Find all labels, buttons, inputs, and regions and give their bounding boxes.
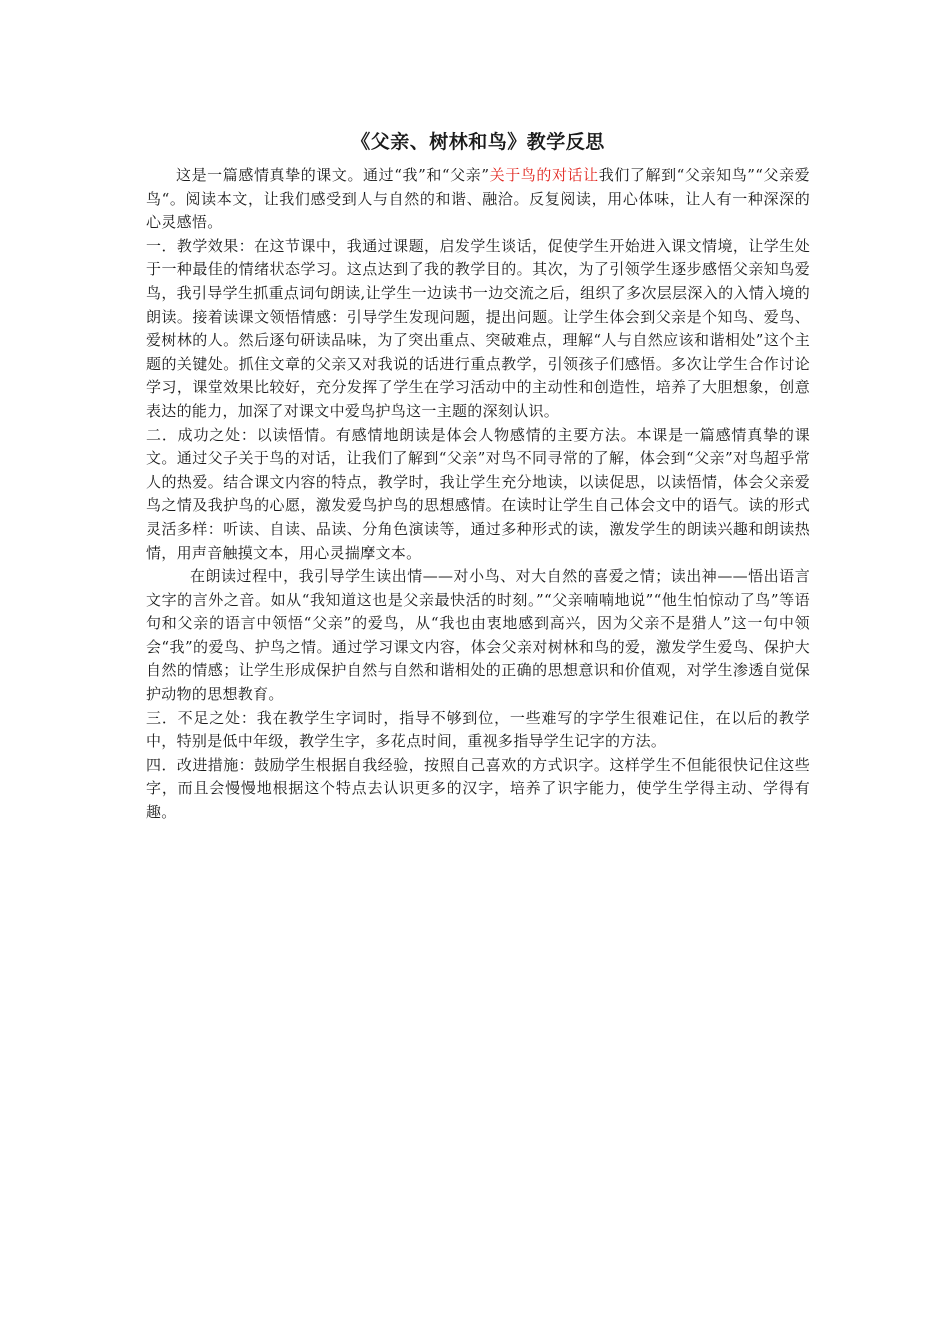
intro-text-before: 这是一篇感情真挚的课文。通过“我”和“父亲” [176, 166, 490, 184]
section-3-shortcomings: 三．不足之处：我在教学生字词时，指导不够到位，一些难写的字学生很难记住，在以后的教学中，特别是低中年级，教学生字，多花点时间，重视多指导学生记字的方法。 [146, 708, 810, 751]
section-2-continued: 在朗读过程中，我引导学生读出情——对小鸟、对大自然的喜爱之情；读出神——悟出语言文字的言外之音。如从“我知道这也是父亲最快活的时刻。”“父亲喃喃地说”“他生怕惊动了鸟”等语句和父亲的语言中领悟“父亲”的爱鸟，从“我也由衷地感到高兴，因为父亲不是猎人”这一句中领会“我”的爱鸟、护鸟之情。通过学习课文内容，体会父亲对树林和鸟的爱，激发学生爱鸟、保护大自然的情感；让学生形成保护自然与自然和谐相处的正确的思想意识和价值观，对学生渗透自觉保护动物的思想教育。 [146, 567, 810, 704]
intro-highlight-text: 关于鸟的对话让 [489, 166, 599, 184]
section-1-teaching-effect: 一．教学效果：在这节课中，我通过课题，启发学生谈话，促使学生开始进入课文情境，让学生处于一种最佳的情绪状态学习。这点达到了我的教学目的。其次，为了引领学生逐步感悟父亲知鸟爱鸟，我引导学生抓重点词句朗读,让学生一边读书一边交流之后，组织了多次层层深入的入情入境的朗读。接着读课文领悟情感：引导学生发现问题，提出问题。让学生体会到父亲是个知鸟、爱鸟、爱树林的人。然后逐句研读品味，为了突出重点、突破难点，理解“人与自然应该和谐相处”这个主题的关键处。抓住文章的父亲又对我说的话进行重点教学，引领孩子们感悟。多次让学生合作讨论学习，课堂效果比较好，充分发挥了学生在学习活动中的主动性和创造性，培养了大胆想象，创意表达的能力，加深了对课文中爱鸟护鸟这一主题的深刻认识。 [146, 236, 810, 420]
intro-paragraph [146, 164, 810, 235]
section-2-success: 二．成功之处：以读悟情。有感情地朗读是体会人物感情的主要方法。本课是一篇感情真挚的课文。通过父子关于鸟的对话，让我们了解到“父亲”对鸟不同寻常的了解，体会到“父亲”对鸟超乎常人的热爱。结合课文内容的特点，教学时，我让学生充分地读，以读促思，以读悟情，体会父亲爱鸟之情及我护鸟的心愿，激发爱鸟护鸟的思想感情。在读时让学生自己体会文中的语气。读的形式灵活多样：听读、自读、品读、分角色演读等，通过多种形式的读，激发学生的朗读兴趣和朗读热情，用声音触摸文本，用心灵揣摩文本。 [146, 425, 810, 562]
section-4-improvements: 四．改进措施：鼓励学生根据自我经验，按照自己喜欢的方式识字。这样学生不但能很快记住这些字，而且会慢慢地根据这个特点去认识更多的汉字，培养了识字能力，使学生学得主动、学得有趣。 [146, 755, 810, 822]
intro-text-after: 我们了解到“父亲知鸟”“父亲爱鸟“。阅读本文，让我们感受到人与自然的和谐、融洽。反复阅读，用心体味，让人有一种深深的心灵感悟。 [146, 166, 810, 232]
document-body [146, 128, 810, 825]
document-title: 《父亲、树林和鸟》教学反思 [351, 131, 605, 153]
